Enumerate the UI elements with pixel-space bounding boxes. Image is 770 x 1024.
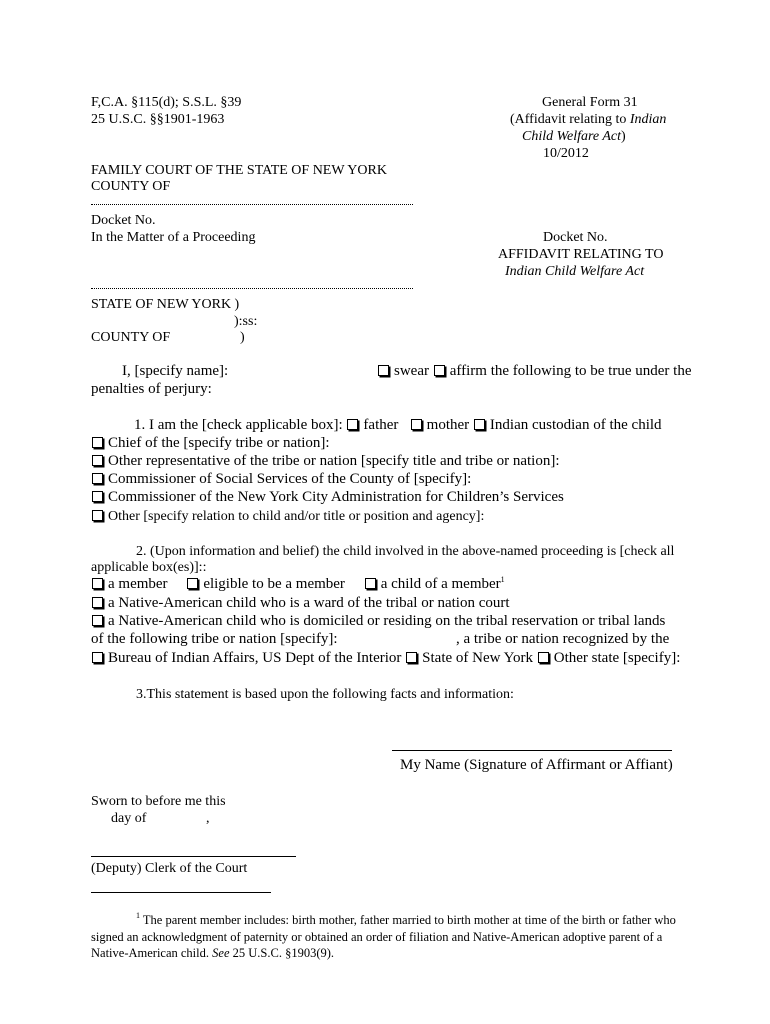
domiciled-checkbox[interactable] (92, 615, 103, 626)
other-rep-checkbox[interactable] (92, 455, 103, 466)
child-of-member-checkbox[interactable] (365, 578, 376, 589)
recognition-options: Bureau of Indian Affairs, US Dept of the Interior State of New York Other state [specify]: (91, 650, 680, 667)
venue-state: STATE OF NEW YORK ) (91, 297, 240, 312)
tribe-specify: of the following tribe or nation [specify]: (91, 631, 338, 647)
sworn-day: day of (111, 811, 147, 826)
docket-label-right: Docket No. (543, 230, 608, 245)
footnote-ref: 1 (500, 575, 505, 584)
ward-checkbox[interactable] (92, 597, 103, 608)
party-line-bottom (91, 288, 413, 289)
commissioner-county-checkbox[interactable] (92, 473, 103, 484)
venue-ss: ):ss: (234, 314, 258, 329)
chief-option: Chief of the [specify tribe or nation]: (91, 435, 330, 452)
ward-option: a Native-American child who is a ward of the tribal or nation court (91, 595, 510, 612)
form-description-act: Child Welfare Act) (522, 129, 626, 144)
statute-citation-2: 25 U.S.C. §§1901-1963 (91, 112, 225, 127)
nys-checkbox[interactable] (406, 652, 417, 663)
venue-county: COUNTY OF (91, 330, 171, 345)
signature-label: My Name (Signature of Affirmant or Affiant) (400, 757, 673, 773)
membership-options: a member eligible to be a member a child of a member$^1$ (91, 576, 505, 593)
chief-checkbox[interactable] (92, 437, 103, 448)
affidavit-title: AFFIDAVIT RELATING TO (498, 247, 664, 262)
form-description: (Affidavit relating to Indian (510, 112, 667, 127)
form-number: General Form 31 (542, 95, 638, 110)
footnote-mark: 1 (136, 911, 140, 920)
party-line-top (91, 204, 413, 205)
bia-checkbox[interactable] (92, 652, 103, 663)
footnote-separator (91, 892, 271, 893)
other-relation-checkbox[interactable] (92, 510, 103, 521)
affirm-checkbox[interactable] (434, 365, 445, 376)
tribe-recognized: , a tribe or nation recognized by the (456, 631, 670, 647)
mother-checkbox[interactable] (411, 419, 422, 430)
footnote-line-2: signed an acknowledgment of paternity or obtained an order of filiation and Native-American adoptive parent of a (91, 930, 663, 944)
clerk-label: (Deputy) Clerk of the Court (91, 861, 248, 876)
member-checkbox[interactable] (92, 578, 103, 589)
venue-paren: ) (240, 330, 245, 345)
section2-lead-2: applicable box(es)]:: (91, 560, 207, 575)
sworn-statement: Sworn to before me this (91, 794, 226, 809)
form-date: 10/2012 (543, 146, 589, 161)
section2-lead: 2. (Upon information and belief) the child involved in the above-named proceeding is [check all (136, 544, 675, 559)
footnote-line-3: Native-American child. See 25 U.S.C. §1903(9). (91, 946, 335, 960)
other-state-checkbox[interactable] (538, 652, 549, 663)
custodian-checkbox[interactable] (474, 419, 485, 430)
oath-choice: swear affirm the following to be true under the (377, 363, 691, 380)
footnote-line-1: $^1$ The parent member includes: birth mother, father married to birth mother at time of the birth or father who (136, 911, 676, 927)
statute-citation: F,C.A. §115(d); S.S.L. §39 (91, 95, 242, 110)
eligible-checkbox[interactable] (187, 578, 198, 589)
court-name: FAMILY COURT OF THE STATE OF NEW YORK (91, 163, 387, 178)
other-rep-option: Other representative of the tribe or nation [specify title and tribe or nation]: (91, 453, 560, 470)
father-checkbox[interactable] (347, 419, 358, 430)
clerk-signature-line (91, 856, 296, 857)
docket-label-left: Docket No. (91, 213, 156, 228)
court-county: COUNTY OF (91, 179, 171, 194)
section1-lead: 1. I am the [check applicable box]: father mother Indian custodian of the child (134, 417, 662, 433)
sworn-comma: , (206, 811, 210, 826)
oath-intro: I, [specify name]: (122, 363, 229, 379)
section3-lead: 3.This statement is based upon the following facts and information: (136, 687, 514, 702)
signature-line (392, 750, 672, 751)
oath-perjury: penalties of perjury: (91, 381, 212, 397)
affidavit-act: Indian Child Welfare Act (505, 264, 645, 279)
matter-label: In the Matter of a Proceeding (91, 230, 256, 245)
domiciled-option: a Native-American child who is domiciled or residing on the tribal reservation or tribal lands (91, 613, 665, 630)
commissioner-county-option: Commissioner of Social Services of the County of [specify]: (91, 471, 471, 488)
commissioner-nyc-checkbox[interactable] (92, 491, 103, 502)
swear-checkbox[interactable] (378, 365, 389, 376)
other-relation-option: Other [specify relation to child and/or title or position and agency]: (91, 508, 484, 525)
commissioner-nyc-option: Commissioner of the New York City Administration for Children’s Services (91, 489, 564, 506)
